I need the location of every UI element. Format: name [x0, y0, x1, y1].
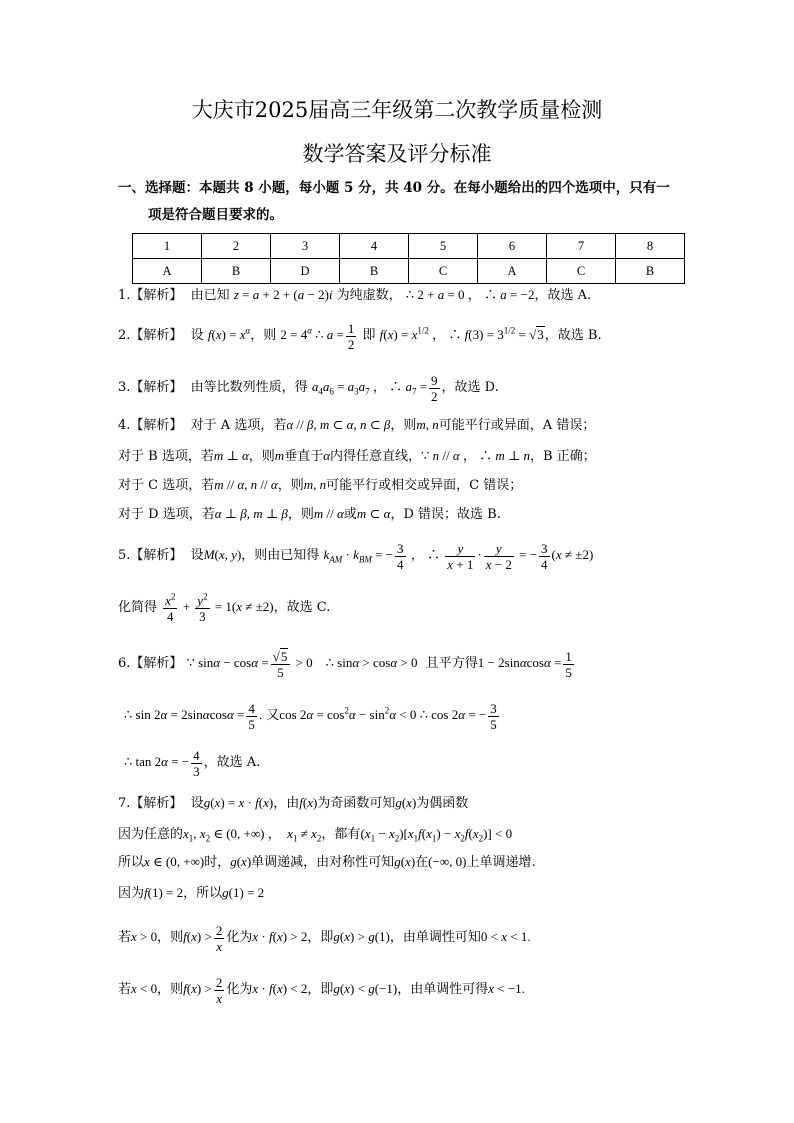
q3-solution: 3.【解析】 由等比数列性质，得 $a_4a_6 = a_3a_7$ ， ∴ $a_7$ = $\frac{9}{2}$ ，故选 D.: [118, 372, 499, 404]
table-cell: B: [340, 259, 409, 284]
q4-line1: 4.【解析】 对于 A 选项，若α // β, m ⊂ α, n ⊂ β，则m, n可能平行或异面，A 错误；: [118, 417, 596, 433]
q2-solution: 2.【解析】 设 $f(x) = x^\alpha$，则 $2 = 4^\alpha$ ∴ a = $\frac{1}{2}$ 即 $f(x) = x^{1/2}$ ， ∴ $f(3) = 3^{1/2} = √3$，故选 B.: [118, 320, 602, 352]
q6-line3: ∴ tan 2α = − $\frac{4}{3}$ ，故选 A.: [124, 747, 261, 779]
table-cell: 2: [202, 234, 271, 259]
table-cell: 5: [409, 234, 478, 259]
q6-line2: ∴ sin 2α = 2sinαcosα = $\frac{4}{5}$ . 又$\cos 2\alpha = \cos^2\alpha - \sin^2\alpha < 0$ ∴ cos 2α = − $\frac{3}{5}$: [124, 700, 497, 732]
section-heading: 一、选择题：本题共 8 小题，每小题 5 分，共 40 分。在每小题给出的四个选项中，只有一: [118, 180, 670, 196]
table-cell: 7: [547, 234, 616, 259]
q7-line6: 若x < 0，则f(x) > $\frac{2}{x}$ 化为x · f(x) < 2，即g(x) < g(−1)，由单调性可得x < −1.: [118, 974, 525, 1006]
q4-line4: 对于 D 选项，若α ⊥ β, m ⊥ β，则m // α或m ⊂ α，D 错误；故选 B.: [118, 506, 501, 522]
q6-line1: 6.【解析】 ∵ sinα − cosα = $\frac{√5}{5}$ > 0 ∴ sinα > cosα > 0 且平方得1 − 2sinαcosα = $\frac{1}{5}$: [118, 648, 572, 680]
q5-line1: 5.【解析】 设M(x, y)，则由已知得 $k_{AM} \cdot k_{BM}$ = − $\frac{3}{4}$ ， ∴ $\frac{y}{x + 1}$ · $\frac{y}{x - 2}$ = − $\frac{3}{4}$ (x ≠ ±2): [118, 540, 594, 572]
table-row-numbers: [133, 234, 685, 259]
table-cell: 4: [340, 234, 409, 259]
table-cell: 1: [133, 234, 202, 259]
table-cell: A: [478, 259, 547, 284]
page-subtitle: 数学答案及评分标准: [302, 142, 492, 166]
answer-table: [132, 233, 685, 284]
q7-line2: 因为任意的$x_1$, $x_2$ ∈ (0, +∞) ， $x_1 \ne x_2$，都有$(x_1 - x_2)[x_1f(x_1) - x_2f(x_2)] < 0$: [118, 826, 513, 844]
table-cell: 6: [478, 234, 547, 259]
table-cell: D: [271, 259, 340, 284]
q7-line3: 所以x ∈ (0, +∞)时，g(x)单调递减，由对称性可知g(x)在(−∞, 0)上单调递增.: [118, 854, 536, 870]
table-row-answers: [133, 259, 685, 284]
section-heading-cont: 项是符合题目要求的。: [148, 207, 283, 223]
table-cell: C: [409, 259, 478, 284]
q4-line3: 对于 C 选项，若m // α, n // α，则m, n可能平行或相交或异面，C 错误；: [118, 477, 523, 493]
table-cell: B: [616, 259, 685, 284]
q7-line4: 因为f(1) = 2，所以g(1) = 2: [118, 885, 265, 901]
table-cell: B: [202, 259, 271, 284]
q7-line1: 7.【解析】 设g(x) = x · f(x)，由f(x)为奇函数可知g(x)为偶函数: [118, 795, 469, 811]
q4-line2: 对于 B 选项，若m ⊥ α，则m垂直于α内得任意直线，∵ n // α ， ∴ m ⊥ n，B 正确；: [118, 448, 596, 464]
q5-line2: 化简得 $\frac{x^2}{4}$ + $\frac{y^2}{3}$ = 1(x ≠ ±2)，故选 C.: [118, 591, 331, 624]
q7-line5: 若x > 0，则f(x) > $\frac{2}{x}$ 化为x · f(x) > 2，即g(x) > g(1)，由单调性可知0 < x < 1.: [118, 922, 531, 954]
table-cell: 8: [616, 234, 685, 259]
q1-solution: 1.【解析】 由已知 z = a + 2 + (a − 2)i 为纯虚数， ∴ 2 + a = 0 ， ∴ a = −2，故选 A.: [118, 287, 592, 303]
page-title: 大庆市2025届高三年级第二次教学质量检测: [191, 98, 603, 122]
table-cell: A: [133, 259, 202, 284]
table-cell: 3: [271, 234, 340, 259]
table-cell: C: [547, 259, 616, 284]
